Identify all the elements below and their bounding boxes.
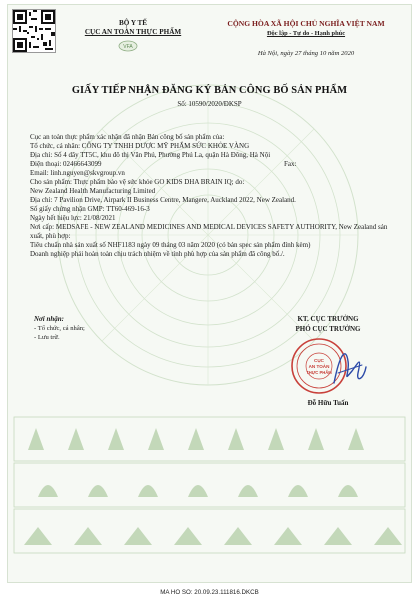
email-line: Email: linh.nguyen@skvgroup.vn (30, 169, 125, 177)
issuing-agency (78, 19, 188, 37)
gmp-line: Số giấy chứng nhận GMP: TT60-469-16-3 (30, 205, 150, 213)
dossier-code: MA HO SO: 20.09.23.111816.DKCB (160, 589, 259, 596)
responsibility-line: Doanh nghiệp phải hoàn toàn chịu trách nhiệm về tính phù hợp của sản phẩm đã công bố./. (30, 250, 285, 258)
recipient-item: - Lưu trữ. (34, 334, 60, 341)
signer-name: Đỗ Hữu Tuấn (307, 399, 349, 407)
intro-line: Cục an toàn thực phẩm xác nhận đã nhận Bản công bố sản phẩm của: (30, 133, 225, 141)
agency-emblem-icon (118, 40, 138, 52)
document-body (30, 133, 402, 259)
qr-code (12, 9, 56, 53)
place-date: Hà Nội, ngày 27 tháng 10 năm 2020 (257, 50, 355, 57)
phone-line: Điện thoại: 02466643099 (30, 160, 102, 168)
ministry-name: BỘ Y TẾ (118, 19, 148, 27)
handwritten-signature (328, 343, 368, 391)
document-title: GIẤY TIẾP NHẬN ĐĂNG KÝ BẢN CÔNG BỐ SẢN PHẨM (71, 85, 348, 96)
organization-line: Tổ chức, cá nhân: CÔNG TY TNHH DƯỢC MỸ PHẨM SỨC KHỎE VÀNG (30, 142, 250, 150)
svg-text:VFA: VFA (123, 44, 133, 50)
certificate-sheet (7, 4, 412, 583)
svg-text:CỤC: CỤC (314, 358, 324, 363)
svg-text:AN TOÀN: AN TOÀN (308, 364, 330, 369)
document-number: Số: 10590/2020/ĐKSP (177, 100, 242, 108)
national-motto: Độc lập - Tự do - Hạnh phúc (266, 30, 346, 37)
signer-position: PHÓ CỤC TRƯỞNG (295, 325, 361, 333)
recipients-heading: Nơi nhận: (34, 315, 65, 323)
product-line: Cho sản phẩm: Thực phẩm bảo vệ sức khỏe GO KIDS DHA BRAIN IQ; do: (30, 178, 245, 186)
agency-name: CỤC AN TOÀN THỰC PHẨM (84, 28, 182, 36)
fax-line: Fax: (284, 160, 297, 168)
address-line: Địa chỉ: Số 4 dãy TT5C, khu đô thị Văn Phú, Phường Phú La, quận Hà Đông, Hà Nội (30, 151, 271, 159)
phone-fax-row (30, 160, 402, 169)
issuer-line: Nơi cấp: MEDSAFE - NEW ZEALAND MEDICINES AND MEDICAL DEVICES SAFETY AUTHORITY, New Zealand sản xuất, phù hợp: (30, 223, 388, 240)
svg-text:THỰC PHẨM: THỰC PHẨM (306, 370, 332, 375)
standard-line: Tiêu chuẩn nhà sản xuất số NHF1183 ngày 09 tháng 03 năm 2020 (có bản spec sản phẩm đính kèm) (30, 241, 311, 249)
nation-heading: CỘNG HÒA XÃ HỘI CHỦ NGHĨA VIỆT NAM (227, 19, 385, 28)
recipient-item: - Tổ chức, cá nhân; (34, 325, 85, 332)
expiry-line: Ngày hết hiệu lực: 21/08/2021 (30, 214, 116, 222)
manufacturer-line: New Zealand Health Manufacturing Limited (30, 187, 156, 195)
signer-title: KT. CỤC TRƯỞNG (297, 315, 359, 323)
manufacturer-address: Địa chỉ: 7 Pavilion Drive, Airpark II Business Centre, Mangere, Auckland 2022, New Zealand. (30, 196, 296, 204)
